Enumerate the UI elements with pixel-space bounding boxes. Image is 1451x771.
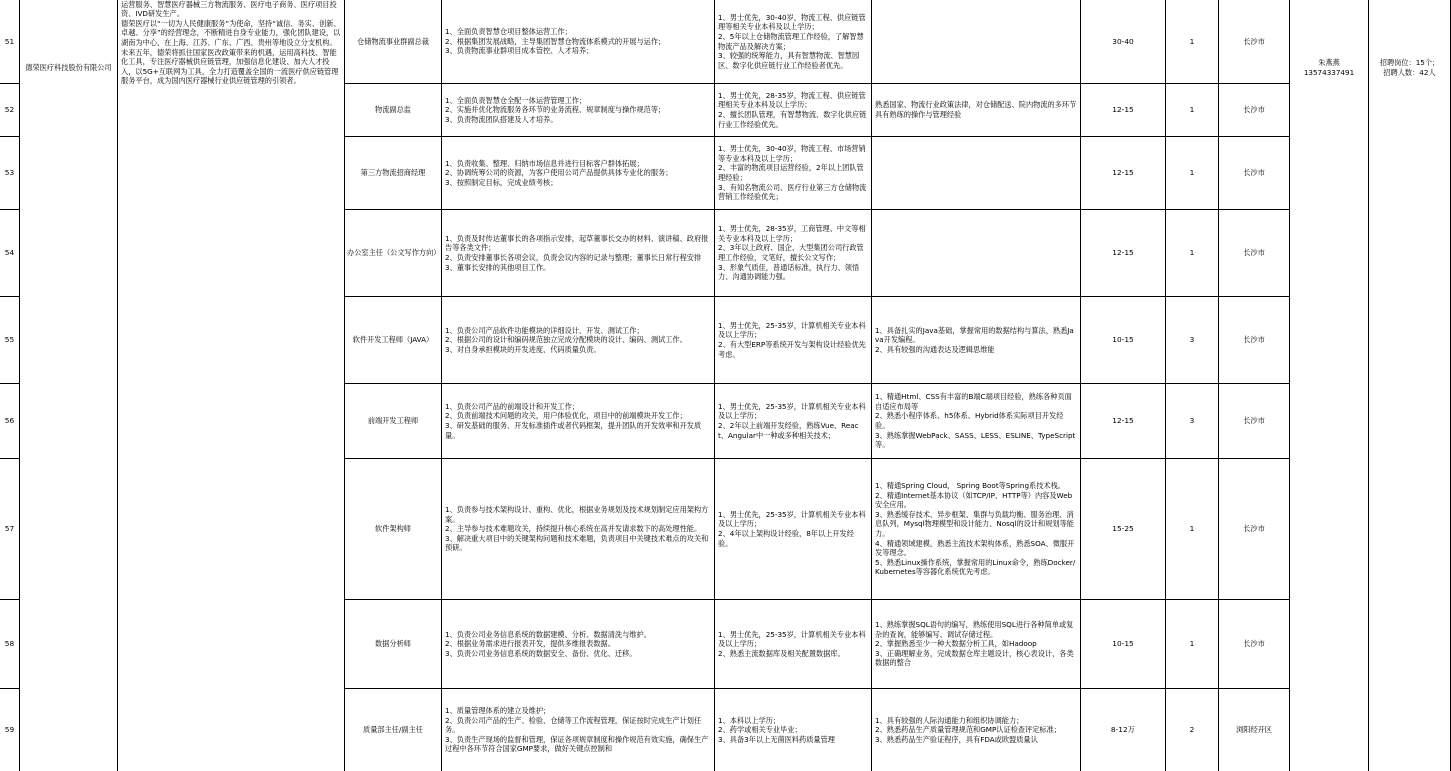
- salary-range: [1081, 384, 1165, 458]
- job-requirements-text: 1、男士优先，25-35岁，计算机相关专业本科及以上学历； 2、熟悉主流数据库及相关配置数据库。: [718, 629, 866, 658]
- job-duties-text: 1、负责公司业务信息系统的数据建模、分析、数据清洗与维护。 2、根据业务需求进行报表开发，提供多维报表数据。 3、负责公司业务信息系统的数据安全、备份、优化、迁移。: [445, 629, 651, 658]
- salary-range: [1081, 210, 1165, 296]
- row-number-text: 57: [4, 524, 15, 533]
- job-title-text: 软件架构师: [375, 524, 411, 533]
- work-location-text: 长沙市: [1243, 36, 1265, 46]
- headcount-text: 1: [1189, 248, 1195, 257]
- job-skills: [872, 600, 1080, 688]
- job-title: [345, 689, 441, 771]
- salary-range-text: 30-40: [1112, 36, 1134, 46]
- headcount-text: 3: [1189, 416, 1195, 425]
- job-title-text: 前端开发工程师: [367, 416, 419, 425]
- row-number: [0, 384, 19, 458]
- work-location: [1219, 384, 1289, 458]
- work-location: [1219, 210, 1289, 296]
- job-duties-text: 1、负责公司产品软件功能模块的详细设计、开发、测试工作； 2、根据公司的设计和编码规范独立完成分配模块的设计、编码、测试工作。 3、对自身承担模块的开发进度、代码质量负责。: [445, 325, 687, 354]
- job-requirements-text: 1、男士优先，25-35岁，计算机相关专业本科及以上学历； 2、2年以上前端开发经验，熟练Vue、React、Angular中一种或多种相关技术；: [718, 401, 866, 440]
- salary-range: [1081, 137, 1165, 209]
- job-requirements-text: 1、男士优先，28-35岁，工商管理、中文等相关专业本科及以上学历； 2、3年以上政府、国企、大型集团公司行政管理工作经验，文笔好，擅长公文写作； 3、形象气质佳，普通话标准，执行力、领悟力、沟通协调能力强。: [718, 224, 866, 282]
- row-number: [0, 84, 19, 136]
- salary-range-text: 12-15: [1112, 416, 1134, 425]
- company-name: 德荣医疗科技股份有限公司: [25, 63, 112, 72]
- headcount: [1166, 459, 1218, 599]
- salary-range: [1081, 600, 1165, 688]
- summary-positions: 招聘岗位：15个；: [1379, 58, 1440, 67]
- salary-range: [1081, 689, 1165, 771]
- contact-person: 朱燕燕: [1318, 58, 1340, 67]
- row-number: [0, 689, 19, 771]
- job-duties-text: 1、负责及时传达董事长的各项指示安排，起草董事长交办的材料、演讲稿、政府报告等各类文件； 2、负责安排董事长各项会议，负责会议内容的记录与整理；董事长日常行程安排 3、董事长安排的其他项目工作。: [445, 233, 709, 272]
- work-location: [1219, 689, 1289, 771]
- row-number-text: 55: [4, 335, 15, 344]
- job-requirements: [715, 600, 871, 688]
- row-number: [0, 459, 19, 599]
- row-number-text: 51: [4, 36, 15, 46]
- job-title-text: 数据分析师: [375, 639, 411, 648]
- job-skills: [872, 459, 1080, 599]
- salary-range: [1081, 0, 1165, 83]
- salary-range-text: 12-15: [1112, 248, 1134, 257]
- job-requirements: [715, 384, 871, 458]
- headcount-text: 1: [1189, 524, 1195, 533]
- headcount: [1166, 600, 1218, 688]
- job-title-text: 仓储物流事业群副总裁: [357, 36, 429, 46]
- job-duties-text: 1、质量管理体系的建立及维护； 2、负责公司产品的生产、检验、仓储等工作流程管理，保证按时完成生产计划任务。 3、负责生产现场的监督和管理，保证各项规章制度和操作规范有效实施，确保生产过程中各环节符合国家GMP要求，做好关键点控制和: [445, 706, 709, 754]
- job-title-text: 质量部主任/副主任: [363, 725, 423, 734]
- work-location-text: 长沙市: [1243, 105, 1265, 114]
- job-title: [345, 137, 441, 209]
- headcount-text: 1: [1189, 36, 1195, 46]
- headcount: [1166, 0, 1218, 83]
- contact-cell: [1290, 0, 1368, 136]
- job-duties: [442, 0, 714, 83]
- headcount-text: 1: [1189, 105, 1195, 114]
- work-location-text: 长沙市: [1243, 335, 1265, 344]
- job-requirements-text: 1、男士优先，30-40岁，物流工程、市场营销等专业本科及以上学历； 2、丰富的物流项目运营经验，2年以上团队管理经验； 3、有知名物流公司、医疗行业第三方仓储物流营销工作经验优先；: [718, 144, 867, 202]
- row-number-text: 52: [4, 105, 15, 114]
- salary-range: [1081, 459, 1165, 599]
- job-skills-text: 1、精通Html、CSS有丰富的B端C端项目经验，熟练各种页面自适应布局等 2、熟悉小程序体系、h5体系、Hybrid体系实际项目开发经验。 3、熟练掌握WebPack、SASS、LESS、ESLINE、TypeScript等。: [875, 392, 1076, 450]
- job-requirements-text: 1、男士优先，25-35岁，计算机相关专业本科及以上学历； 2、有大型ERP等系统开发与架构设计经验优先考虑。: [718, 320, 866, 359]
- work-location: [1219, 137, 1289, 209]
- job-skills: [872, 0, 1080, 83]
- headcount: [1166, 689, 1218, 771]
- job-title: [345, 297, 441, 383]
- job-requirements-text: 1、本科以上学历； 2、药学或相关专业毕业； 3、具备3年以上无菌医料药质量管理: [718, 715, 835, 744]
- row-number-text: 53: [4, 168, 15, 177]
- row-number-text: 59: [4, 725, 15, 734]
- job-requirements-text: 1、男士优先，28-35岁，物流工程、供应链管理相关专业本科及以上学历； 2、擅长团队管理，有智慧物流、数字化供应链行业工作经验优先。: [718, 90, 867, 129]
- job-title: [345, 210, 441, 296]
- job-duties: [442, 689, 714, 771]
- headcount: [1166, 137, 1218, 209]
- job-skills-text: 1、精通Spring Cloud， Spring Boot等Spring系技术栈。 2、精通Internet基本协议（如TCP/IP、HTTP等）内容及Web安全应用。 3、熟悉缓存技术、异步框架、集群与负载均衡、服务治理、消息队列，Mysql物理模型和设计能力、Nosql的设计和规划等能力。 4、精通领域建模，熟悉主流技术架构体系，熟悉SOA、微服开发等理念。 5、熟悉Linux操作系统，掌握常用的Linux命令，熟练Docker/Kubernetes等容器化系统优先考虑。: [875, 481, 1076, 577]
- job-duties-text: 1、负责参与技术架构设计、重构、优化，根据业务规划及技术规划制定应用架构方案。 2、主导参与技术难题攻关，持续提升核心系统在高并发请求数下的高处理性能。 3、解决重大项目中的关键架构问题和技术难题，负责项目中关键技术难点的攻关和预研。: [445, 505, 709, 553]
- work-location-text: 浏阳经开区: [1236, 725, 1272, 734]
- headcount: [1166, 210, 1218, 296]
- job-duties: [442, 137, 714, 209]
- work-location: [1219, 84, 1289, 136]
- job-skills-text: 熟悉国家、物流行业政策法律，对仓储配送、院内物流的多环节具有熟练的操作与管理经验: [875, 100, 1077, 119]
- work-location-text: 长沙市: [1243, 168, 1265, 177]
- work-location: [1219, 0, 1289, 83]
- row-number-text: 58: [4, 639, 15, 648]
- job-requirements-text: 1、男士优先，30-40岁，物流工程、供应链管理等相关专业本科及以上学历； 2、5年以上仓储物流管理工作经验，了解智慧物流产品及解决方案； 3、较强的统筹能力，具有智慧物流、智慧园区、数字化供应链行业工作经验者优先。: [718, 12, 866, 70]
- job-requirements: [715, 689, 871, 771]
- salary-range-text: 12-15: [1112, 105, 1134, 114]
- headcount-text: 2: [1189, 725, 1195, 734]
- salary-range: [1081, 84, 1165, 136]
- salary-range-text: 15-25: [1112, 524, 1134, 533]
- job-duties: [442, 600, 714, 688]
- salary-range-text: 12-15: [1112, 168, 1134, 177]
- job-requirements: [715, 137, 871, 209]
- job-requirements: [715, 297, 871, 383]
- job-title: [345, 84, 441, 136]
- job-requirements: [715, 210, 871, 296]
- row-number: [0, 137, 19, 209]
- row-number: [0, 0, 19, 83]
- headcount-text: 1: [1189, 168, 1195, 177]
- work-location: [1219, 459, 1289, 599]
- job-duties: [442, 84, 714, 136]
- job-skills-text: 1、熟练掌握SQL语句的编写，熟练使用SQL进行各种简单或复杂的查询，能够编写、调试存储过程。 2、掌握熟悉至少一种大数据分析工具，如Hadoop 3、正确理解业务，完成数据仓库主题设计，核心表设计，各类数据的整合: [875, 620, 1074, 668]
- work-location-text: 长沙市: [1243, 248, 1265, 257]
- company-intro: 运营服务、智慧医疗器械三方物流服务、医疗电子商务、医疗项目投资、IVD研发生产。 德荣医疗以“一切为人民健康服务”为使命，坚持“诚信、务实、创新、卓越、分享”的经营理念，不断精进自身专业能力，强化团队建设，以湖南为中心，在上海、江苏、广东、广西、贵州等地设立分支机构。 未来五年，德荣将抓住国家医改政策带来的机遇，运用高科技、智能化工具，专注医疗器械供应链管理，加强信息化建设、加大人才投入，以5G+互联网为工具，全力打造覆盖全国的一流医疗供应链管理服务平台，成为国内医疗器械行业供应链管理的引领者。: [121, 0, 341, 86]
- job-title: [345, 600, 441, 688]
- job-title-text: 物流副总监: [375, 105, 411, 114]
- job-title-text: 第三方物流招商经理: [360, 168, 426, 177]
- salary-range-text: 8-12万: [1110, 725, 1136, 734]
- salary-range-text: 10-15: [1112, 335, 1134, 344]
- job-skills: [872, 84, 1080, 136]
- summary-headcount: 招聘人数：42人: [1383, 68, 1436, 77]
- row-number: [0, 210, 19, 296]
- job-skills: [872, 689, 1080, 771]
- work-location: [1219, 600, 1289, 688]
- work-location-text: 长沙市: [1243, 416, 1265, 425]
- job-duties-text: 1、负责公司产品的前端设计和开发工作； 2、负责前端技术问题的攻关，用户体验优化，项目中的前端模块开发工作； 3、研发基础的服务、开发标准插件或者代码框架，提升团队的开发效率和开发质量。: [445, 401, 702, 440]
- row-number: [0, 600, 19, 688]
- job-requirements-text: 1、男士优先，25-35岁，计算机相关专业本科及以上学历； 2、4年以上架构设计经验，8年以上开发经验。: [718, 509, 866, 548]
- work-location: [1219, 297, 1289, 383]
- job-title: [345, 459, 441, 599]
- job-skills: [872, 210, 1080, 296]
- job-duties-text: 1、全面负责智慧仓全配一体运营管理工作； 2、实施并优化物流服务各环节的业务流程、规章制度与操作规范等； 3、负责物流团队搭建及人才培养。: [445, 95, 666, 124]
- job-title: [345, 0, 441, 83]
- work-location-text: 长沙市: [1243, 524, 1265, 533]
- headcount: [1166, 84, 1218, 136]
- headcount-text: 3: [1189, 335, 1195, 344]
- headcount: [1166, 384, 1218, 458]
- job-skills-text: 1、具有较强的人际沟通能力和组织协调能力； 2、熟悉药品生产质量管理规范和GMP认证检查评定标准； 3、熟悉药品生产验证程序，具有FDA或欧盟质量认: [875, 715, 1061, 744]
- job-duties: [442, 210, 714, 296]
- job-requirements: [715, 459, 871, 599]
- company-name-cell: [20, 0, 117, 136]
- job-skills: [872, 384, 1080, 458]
- job-title-text: 软件开发工程师（JAVA）: [352, 335, 434, 344]
- job-title-text: 办公室主任（公文写作方向）: [347, 248, 441, 257]
- work-location-text: 长沙市: [1243, 639, 1265, 648]
- contact-phone: 13574337491: [1303, 68, 1355, 77]
- headcount-text: 1: [1189, 639, 1195, 648]
- job-skills: [872, 137, 1080, 209]
- salary-range: [1081, 297, 1165, 383]
- job-duties: [442, 297, 714, 383]
- job-title: [345, 384, 441, 458]
- job-duties: [442, 384, 714, 458]
- job-duties-text: 1、全面负责智慧仓项目整体运营工作； 2、根据集团发展战略，主导集团智慧仓物流体系模式的开展与运作； 3、负责物流事业群项目成本管控、人才培养；: [445, 27, 666, 56]
- job-duties-text: 1、负责收集、整理、归纳市场信息并进行目标客户群体拓展； 2、协调统筹公司的资源，为客户使用公司产品提供具体专业化的服务； 3、按照制定目标，完成业绩考核；: [445, 158, 673, 187]
- summary-cell: [1369, 0, 1450, 136]
- row-number-text: 54: [4, 248, 15, 257]
- headcount: [1166, 297, 1218, 383]
- salary-range-text: 10-15: [1112, 639, 1134, 648]
- job-skills-text: 1、具备扎实的Java基础，掌握常用的数据结构与算法，熟悉Java开发编程。 2、具有较强的沟通表达及逻辑思维能: [875, 325, 1074, 354]
- job-skills: [872, 297, 1080, 383]
- row-number-text: 56: [4, 416, 15, 425]
- row-number: [0, 297, 19, 383]
- job-requirements: [715, 84, 871, 136]
- job-duties: [442, 459, 714, 599]
- job-requirements: [715, 0, 871, 83]
